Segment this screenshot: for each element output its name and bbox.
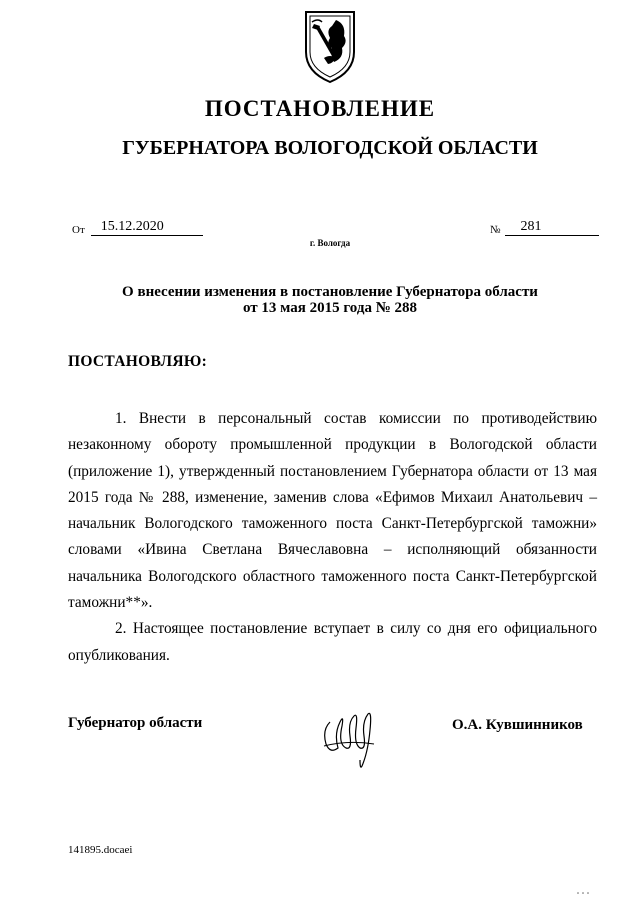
paragraph-2: 2. Настоящее постановление вступает в силу со дня его официального опубликования. xyxy=(68,620,597,664)
number-block xyxy=(490,219,599,236)
document-body xyxy=(68,406,597,669)
number-label: № xyxy=(490,224,501,236)
document-subject xyxy=(0,284,640,316)
document-number: 281 xyxy=(505,219,599,236)
page-mark xyxy=(576,891,590,895)
subject-line-2: от 13 мая 2015 года № 288 xyxy=(242,300,418,316)
coat-of-arms-emblem xyxy=(302,8,358,86)
paragraph-1: 1. Внести в персональный состав комиссии по противодействию незаконному обороту промышленной продукции в Вологодской области (приложение 1), утвержденный постановлением Губернатора области от 13 мая 2015 года № 288, изменение, заменив слова «Ефимов Михаил Анатольевич – начальник Вологодского таможенного поста Санкт-Петербургской таможни» словами «Ивина Светлана Вячеславовна – исполняющий обязанности начальника Вологодского областного таможенного поста Санкт-Петербургской таможни**». xyxy=(68,410,597,612)
signatory-title: Губернатор области xyxy=(68,715,203,731)
document-date: 15.12.2020 xyxy=(91,219,203,236)
handwritten-signature xyxy=(318,700,378,772)
subject-line-1: О внесении изменения в постановление Губернатора области xyxy=(122,284,538,300)
decree-word: ПОСТАНОВЛЯЮ: xyxy=(68,353,208,370)
document-title: ПОСТАНОВЛЕНИЕ xyxy=(204,96,436,121)
date-label: От xyxy=(72,224,85,236)
document-subtitle: ГУБЕРНАТОРА ВОЛОГОДСКОЙ ОБЛАСТИ xyxy=(122,137,538,159)
city-name: г. Вологда xyxy=(309,238,351,248)
date-block xyxy=(72,219,203,236)
signatory-name: О.А. Кувшинников xyxy=(452,717,583,733)
file-reference: 141895.docaei xyxy=(68,844,133,856)
